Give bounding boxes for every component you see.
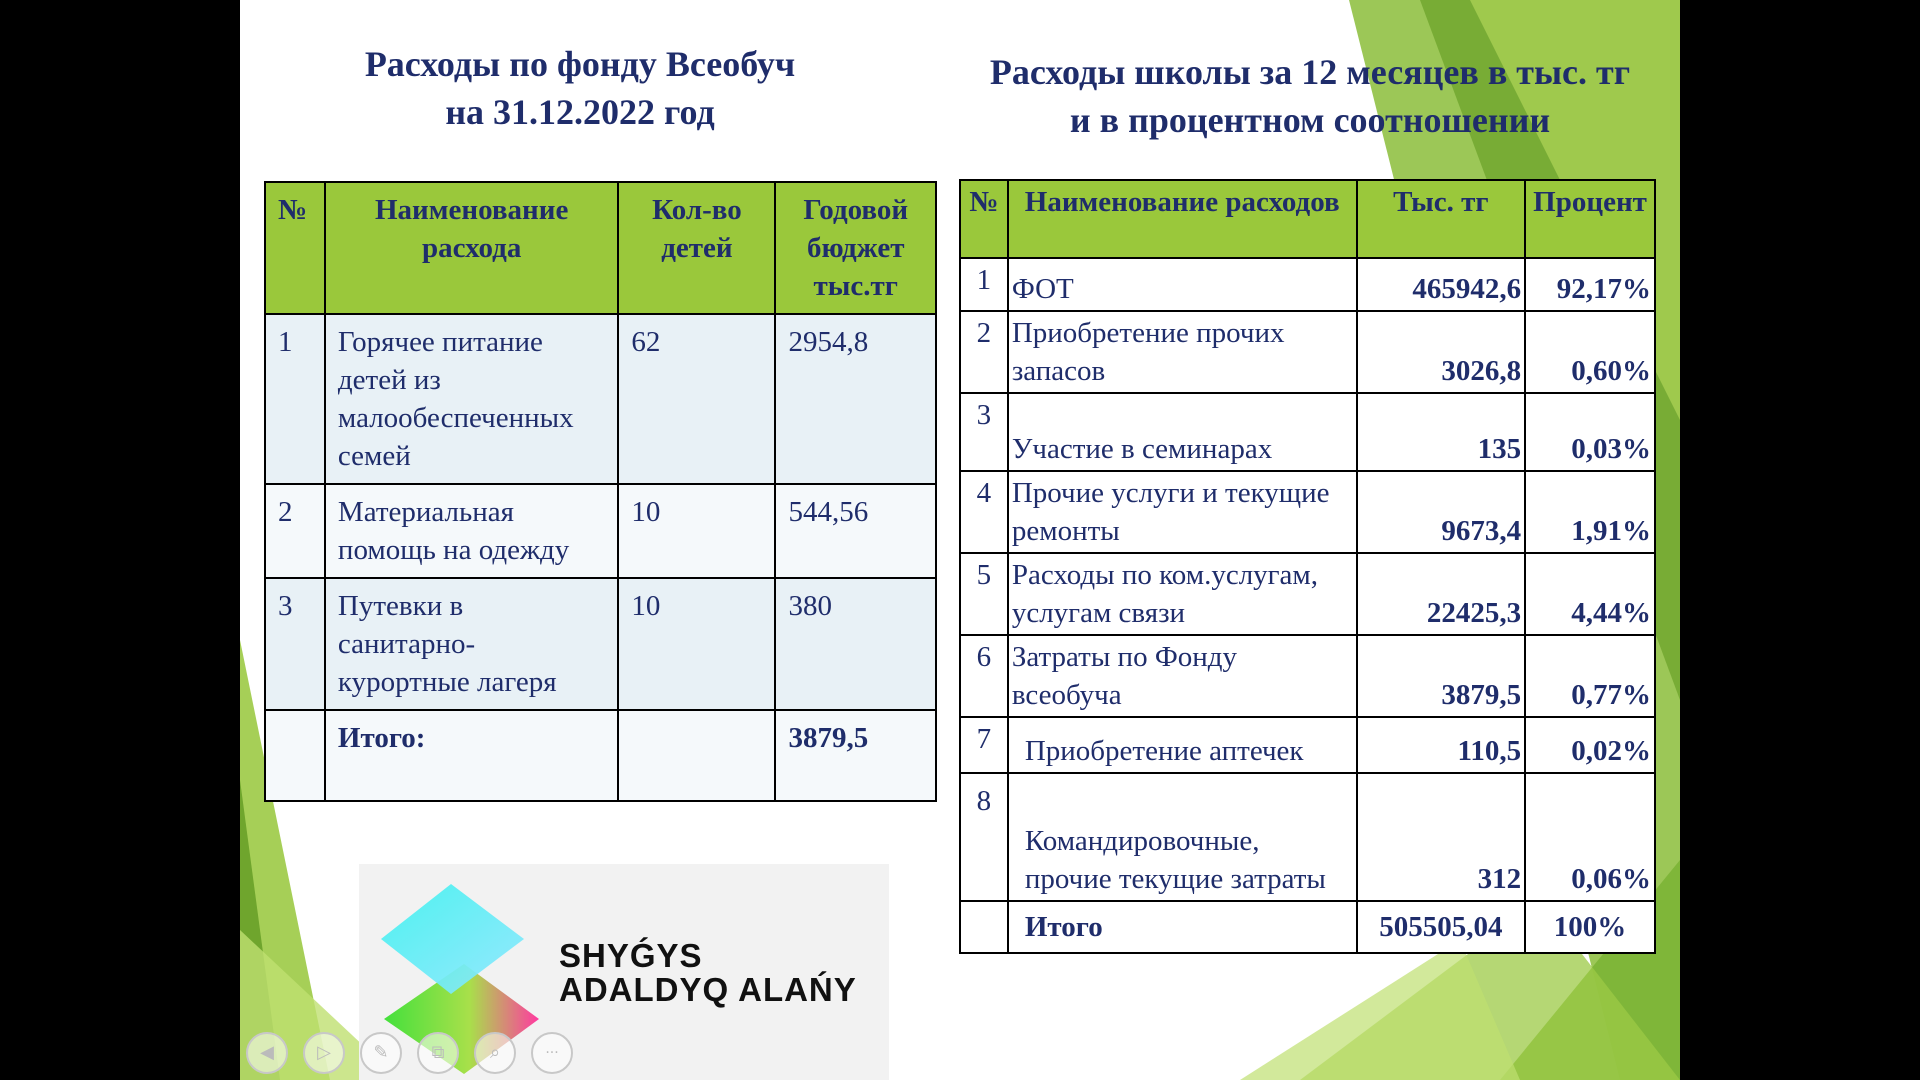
vseobuch-expenses-table — [264, 181, 937, 802]
row-children-count: 62 — [618, 314, 775, 484]
logo-line-2: ADALDYQ ALAŃY — [559, 971, 857, 1008]
table-row — [265, 314, 936, 484]
header-expense-name: Наименование расходов — [1008, 180, 1357, 258]
table-row — [960, 258, 1655, 311]
row-expense-name: Приобретение аптечек — [1008, 717, 1357, 773]
header-amount: Тыс. тг — [1357, 180, 1526, 258]
total-empty-number — [265, 710, 325, 801]
row-number: 5 — [960, 553, 1008, 635]
total-label: Итого: — [325, 710, 618, 801]
total-row — [265, 710, 936, 801]
row-percent: 0,60% — [1525, 311, 1655, 393]
row-amount: 312 — [1357, 773, 1526, 901]
total-row — [960, 901, 1655, 953]
row-percent: 0,02% — [1525, 717, 1655, 773]
slide — [240, 0, 1680, 1080]
table-row — [960, 553, 1655, 635]
table-row — [960, 717, 1655, 773]
header-expense-name: Наименование расхода — [325, 182, 618, 314]
more-icon[interactable]: ··· — [531, 1032, 573, 1074]
row-expense-name: Приобретение прочих запасов — [1008, 311, 1357, 393]
row-amount: 135 — [1357, 393, 1526, 471]
row-number: 3 — [265, 578, 325, 710]
row-amount: 9673,4 — [1357, 471, 1526, 553]
zoom-icon[interactable]: ⌕ — [474, 1032, 516, 1074]
table-row — [960, 773, 1655, 901]
table-row — [265, 578, 936, 710]
row-number: 2 — [265, 484, 325, 578]
row-expense-name: Путевки в санитарно-курортные лагеря — [325, 578, 618, 710]
total-label: Итого — [1008, 901, 1357, 953]
row-amount: 465942,6 — [1357, 258, 1526, 311]
row-number: 4 — [960, 471, 1008, 553]
logo-line-1: SHYǴYS — [559, 937, 703, 974]
title-left — [320, 40, 840, 136]
row-expense-name: Горячее питание детей из малообеспеченных семей — [325, 314, 618, 484]
table-row — [960, 635, 1655, 717]
prev-arrow-icon[interactable]: ◀ — [246, 1032, 288, 1074]
title-left-line-1: Расходы по фонду Всеобуч — [364, 44, 796, 84]
table-row — [960, 393, 1655, 471]
slides-icon[interactable]: ⧉ — [417, 1032, 459, 1074]
row-percent: 1,91% — [1525, 471, 1655, 553]
row-expense-name: Материальная помощь на одежду — [325, 484, 618, 578]
row-expense-name: Затраты по Фонду всеобуча — [1008, 635, 1357, 717]
pen-icon[interactable]: ✎ — [360, 1032, 402, 1074]
row-expense-name: Командировочные, прочие текущие затраты — [1008, 773, 1357, 901]
row-number: 2 — [960, 311, 1008, 393]
title-right-line-2: и в процентном соотношении — [1069, 100, 1551, 140]
row-amount: 3026,8 — [1357, 311, 1526, 393]
header-children-count: Кол-во детей — [618, 182, 775, 314]
header-number: № — [960, 180, 1008, 258]
next-arrow-icon[interactable]: ▷ — [303, 1032, 345, 1074]
row-expense-name: Прочие услуги и текущие ремонты — [1008, 471, 1357, 553]
title-right-line-1: Расходы школы за 12 месяцев в тыс. тг — [989, 52, 1631, 92]
row-budget: 380 — [775, 578, 936, 710]
total-empty-count — [618, 710, 775, 801]
header-number: № — [265, 182, 325, 314]
row-number: 3 — [960, 393, 1008, 471]
table-row — [960, 311, 1655, 393]
logo-text — [559, 939, 857, 1007]
row-amount: 3879,5 — [1357, 635, 1526, 717]
row-children-count: 10 — [618, 578, 775, 710]
row-number: 7 — [960, 717, 1008, 773]
row-budget: 544,56 — [775, 484, 936, 578]
row-expense-name: Участие в семинарах — [1008, 393, 1357, 471]
school-expenses-table — [959, 179, 1656, 954]
row-expense-name: Расходы по ком.услугам, услугам связи — [1008, 553, 1357, 635]
row-amount: 110,5 — [1357, 717, 1526, 773]
row-number: 1 — [265, 314, 325, 484]
row-percent: 0,06% — [1525, 773, 1655, 901]
row-percent: 4,44% — [1525, 553, 1655, 635]
total-budget: 3879,5 — [775, 710, 936, 801]
row-percent: 92,17% — [1525, 258, 1655, 311]
row-number: 1 — [960, 258, 1008, 311]
title-left-line-2: на 31.12.2022 год — [445, 92, 715, 132]
table-row — [960, 471, 1655, 553]
row-budget: 2954,8 — [775, 314, 936, 484]
total-amount: 505505,04 — [1357, 901, 1526, 953]
total-empty-number — [960, 901, 1008, 953]
title-right — [940, 48, 1680, 144]
row-number: 8 — [960, 773, 1008, 901]
row-percent: 0,03% — [1525, 393, 1655, 471]
table-row — [265, 484, 936, 578]
row-expense-name: ФОТ — [1008, 258, 1357, 311]
header-percent: Процент — [1525, 180, 1655, 258]
row-number: 6 — [960, 635, 1008, 717]
header-annual-budget: Годовой бюджет тыс.тг — [775, 182, 936, 314]
total-percent: 100% — [1525, 901, 1655, 953]
row-children-count: 10 — [618, 484, 775, 578]
row-amount: 22425,3 — [1357, 553, 1526, 635]
row-percent: 0,77% — [1525, 635, 1655, 717]
